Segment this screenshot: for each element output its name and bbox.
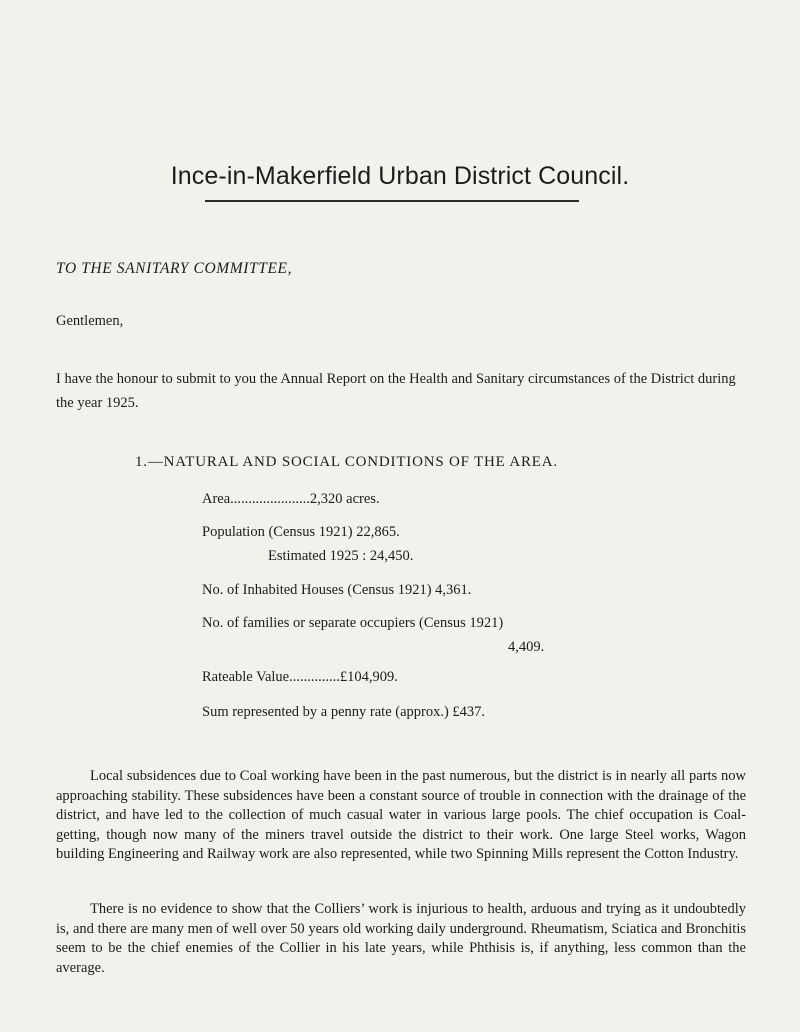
page-title: Ince-in-Makerfield Urban District Council.: [170, 162, 630, 190]
salutation: Gentlemen,: [56, 313, 124, 329]
stat-inhabited-houses: No. of Inhabited Houses (Census 1921) 4,361.: [202, 582, 472, 598]
title-underline-rule: [205, 200, 579, 202]
stat-penny-rate: Sum represented by a penny rate (approx.) £437.: [202, 704, 486, 720]
subsidences-paragraph: Local subsidences due to Coal working have been in the past numerous, but the district is in nearly all parts now approaching stability. These subsidences have been a constant source of trouble in connection with the drainage of the district, and have led to the collection of much casual water in various large pools. The chief occupation is Coal-getting, though now many of the miners travel outside the district to their work. One large Steel works, Wagon building Engineering and Railway work are also represented, while two Spinning Mills represent the Cotton Industry.: [56, 768, 746, 863]
stat-population: Population (Census 1921) 22,865.: [202, 524, 400, 540]
stat-estimated-population: Estimated 1925 : 24,450.: [268, 548, 414, 564]
colliers-paragraph: There is no evidence to show that the Colliers’ work is injurious to health, arduous and trying as it undoubtedly is, and there are many men of well over 50 years old working daily underground. Rheumatism, Sciatica and Bronchitis seem to be the chief enemies of the Collier in his late years, while Phthisis is, if anything, less common than the average.: [56, 901, 746, 976]
stat-rateable-value: Rateable Value..............£104,909.: [202, 669, 398, 685]
section-heading: 1.—NATURAL AND SOCIAL CONDITIONS OF THE AREA.: [135, 454, 558, 470]
stat-area: Area......................2,320 acres.: [202, 491, 380, 507]
stat-families-value: 4,409.: [508, 639, 545, 655]
intro-paragraph: I have the honour to submit to you the Annual Report on the Health and Sanitary circumstances of the District during the year 1925.: [56, 371, 736, 411]
stat-families: No. of families or separate occupiers (Census 1921): [202, 615, 504, 631]
addressee-line: TO THE SANITARY COMMITTEE,: [56, 260, 293, 277]
